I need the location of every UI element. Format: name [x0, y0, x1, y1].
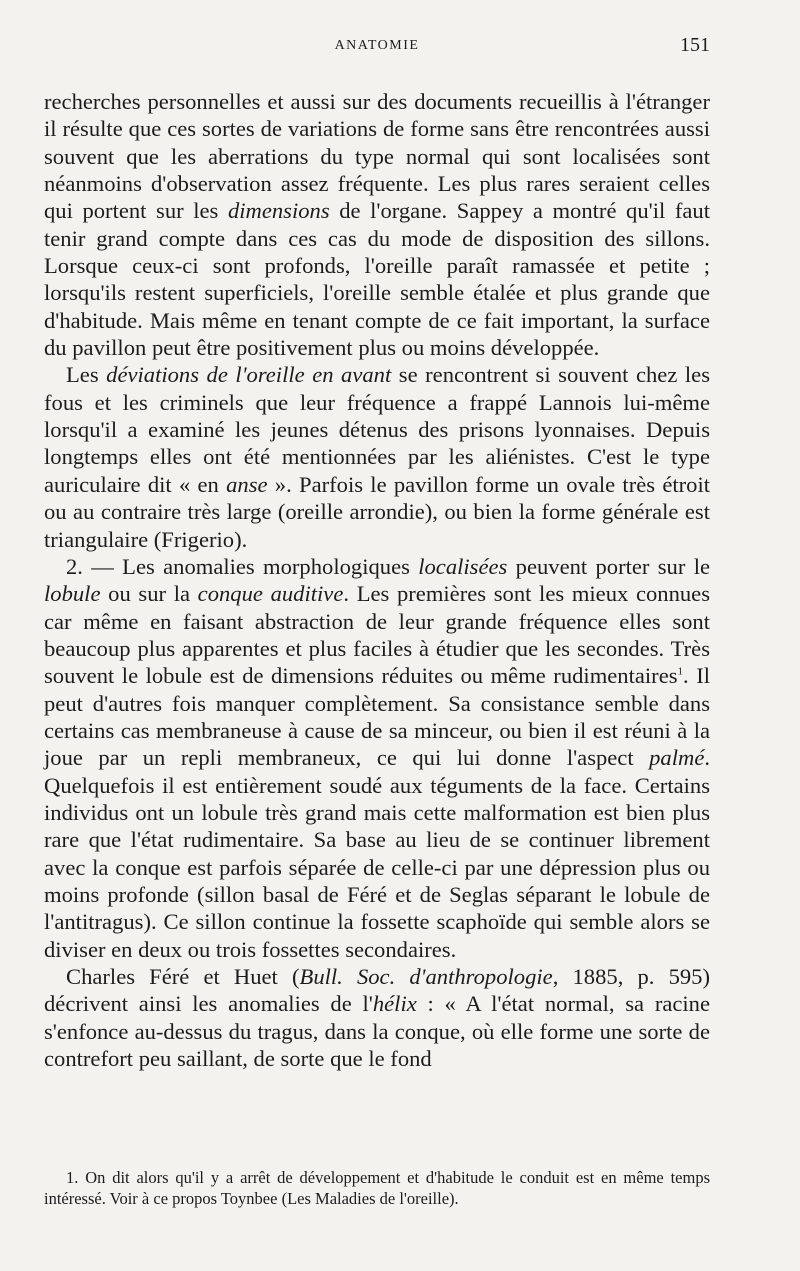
paragraph-2: Les déviations de l'oreille en avant se rencontrent si souvent chez les fous et les criminels que leur fréquence a frappé Lannois lui-même lorsqu'il a examiné les jeunes détenus des prisons lyonnaises. Depuis longtemps elles ont été mentionnées par les aliénistes. C'est le type auriculaire dit « en anse ». Parfois le pavillon forme un ovale très étroit ou au contraire très large (oreille arrondie), ou bien la forme générale est triangulaire (Frigerio).	[44, 362, 710, 552]
paragraph-4: Charles Féré et Huet (Bull. Soc. d'anthropologie, 1885, p. 595) décrivent ainsi les anomalies de l'hélix : « A l'état normal, sa racine s'enfonce au-dessus du tragus, dans la conque, où elle forme une sorte de contrefort peu saillant, de sorte que le fond	[44, 964, 711, 1072]
footnote-ref: 1	[677, 665, 684, 678]
body-text	[44, 88, 710, 1072]
page-header	[44, 30, 710, 66]
paragraph-3: 2. — Les anomalies morphologiques localisées peuvent porter sur le lobule ou sur la conque auditive. Les premières sont les mieux connues car même en faisant abstraction de leur grande fréquence elles sont beaucoup plus apparentes et plus faciles à étudier que les secondes. Très souvent le lobule est de dimensions réduites ou même rudimentaires$^1$. Il peut d'autres fois manquer complètement. Sa consistance semble dans certains cas membraneuse à cause de sa minceur, ou bien il est réuni à la joue par un repli membraneux, ce qui lui donne l'aspect palmé. Quelquefois il est entièrement soudé aux téguments de la face. Certains individus ont un lobule très grand mais cette malformation est bien plus rare que l'état rudimentaire. Sa base au lieu de se continuer librement avec la conque est parfois séparée de celle-ci par une dépression plus ou moins profonde (sillon basal de Féré et de Seglas séparant le lobule de l'antitragus). Ce sillon continue la fossette scaphoïde qui semble alors se diviser en deux ou trois fossettes secondaires.	[44, 553, 710, 962]
running-title: ANATOMIE	[334, 38, 420, 53]
footnotes	[44, 1167, 710, 1209]
footnote-1: 1. On dit alors qu'il y a arrêt de développement et d'habitude le conduit est en même temps intéressé. Voir à ce propos Toynbee (Les Maladies de l'oreille).	[44, 1168, 710, 1208]
page-number: 151	[680, 34, 710, 56]
paragraph-1: recherches personnelles et aussi sur des documents recueillis à l'étranger il résulte que ces sortes de variations de forme sans être rencontrées aussi souvent que les aberrations du type normal qui sont localisées sont néanmoins d'observation assez fréquente. Les plus rares seraient celles qui portent sur les dimensions de l'organe. Sappey a montré qu'il faut tenir grand compte dans ces cas du mode de disposition des sillons. Lorsque ceux-ci sont profonds, l'oreille paraît ramassée et petite ; lorsqu'ils restent superficiels, l'oreille semble étalée et plus grande que d'habitude. Mais même en tenant compte de ce fait important, la surface du pavillon peut être positivement plus ou moins développée.	[44, 89, 710, 361]
